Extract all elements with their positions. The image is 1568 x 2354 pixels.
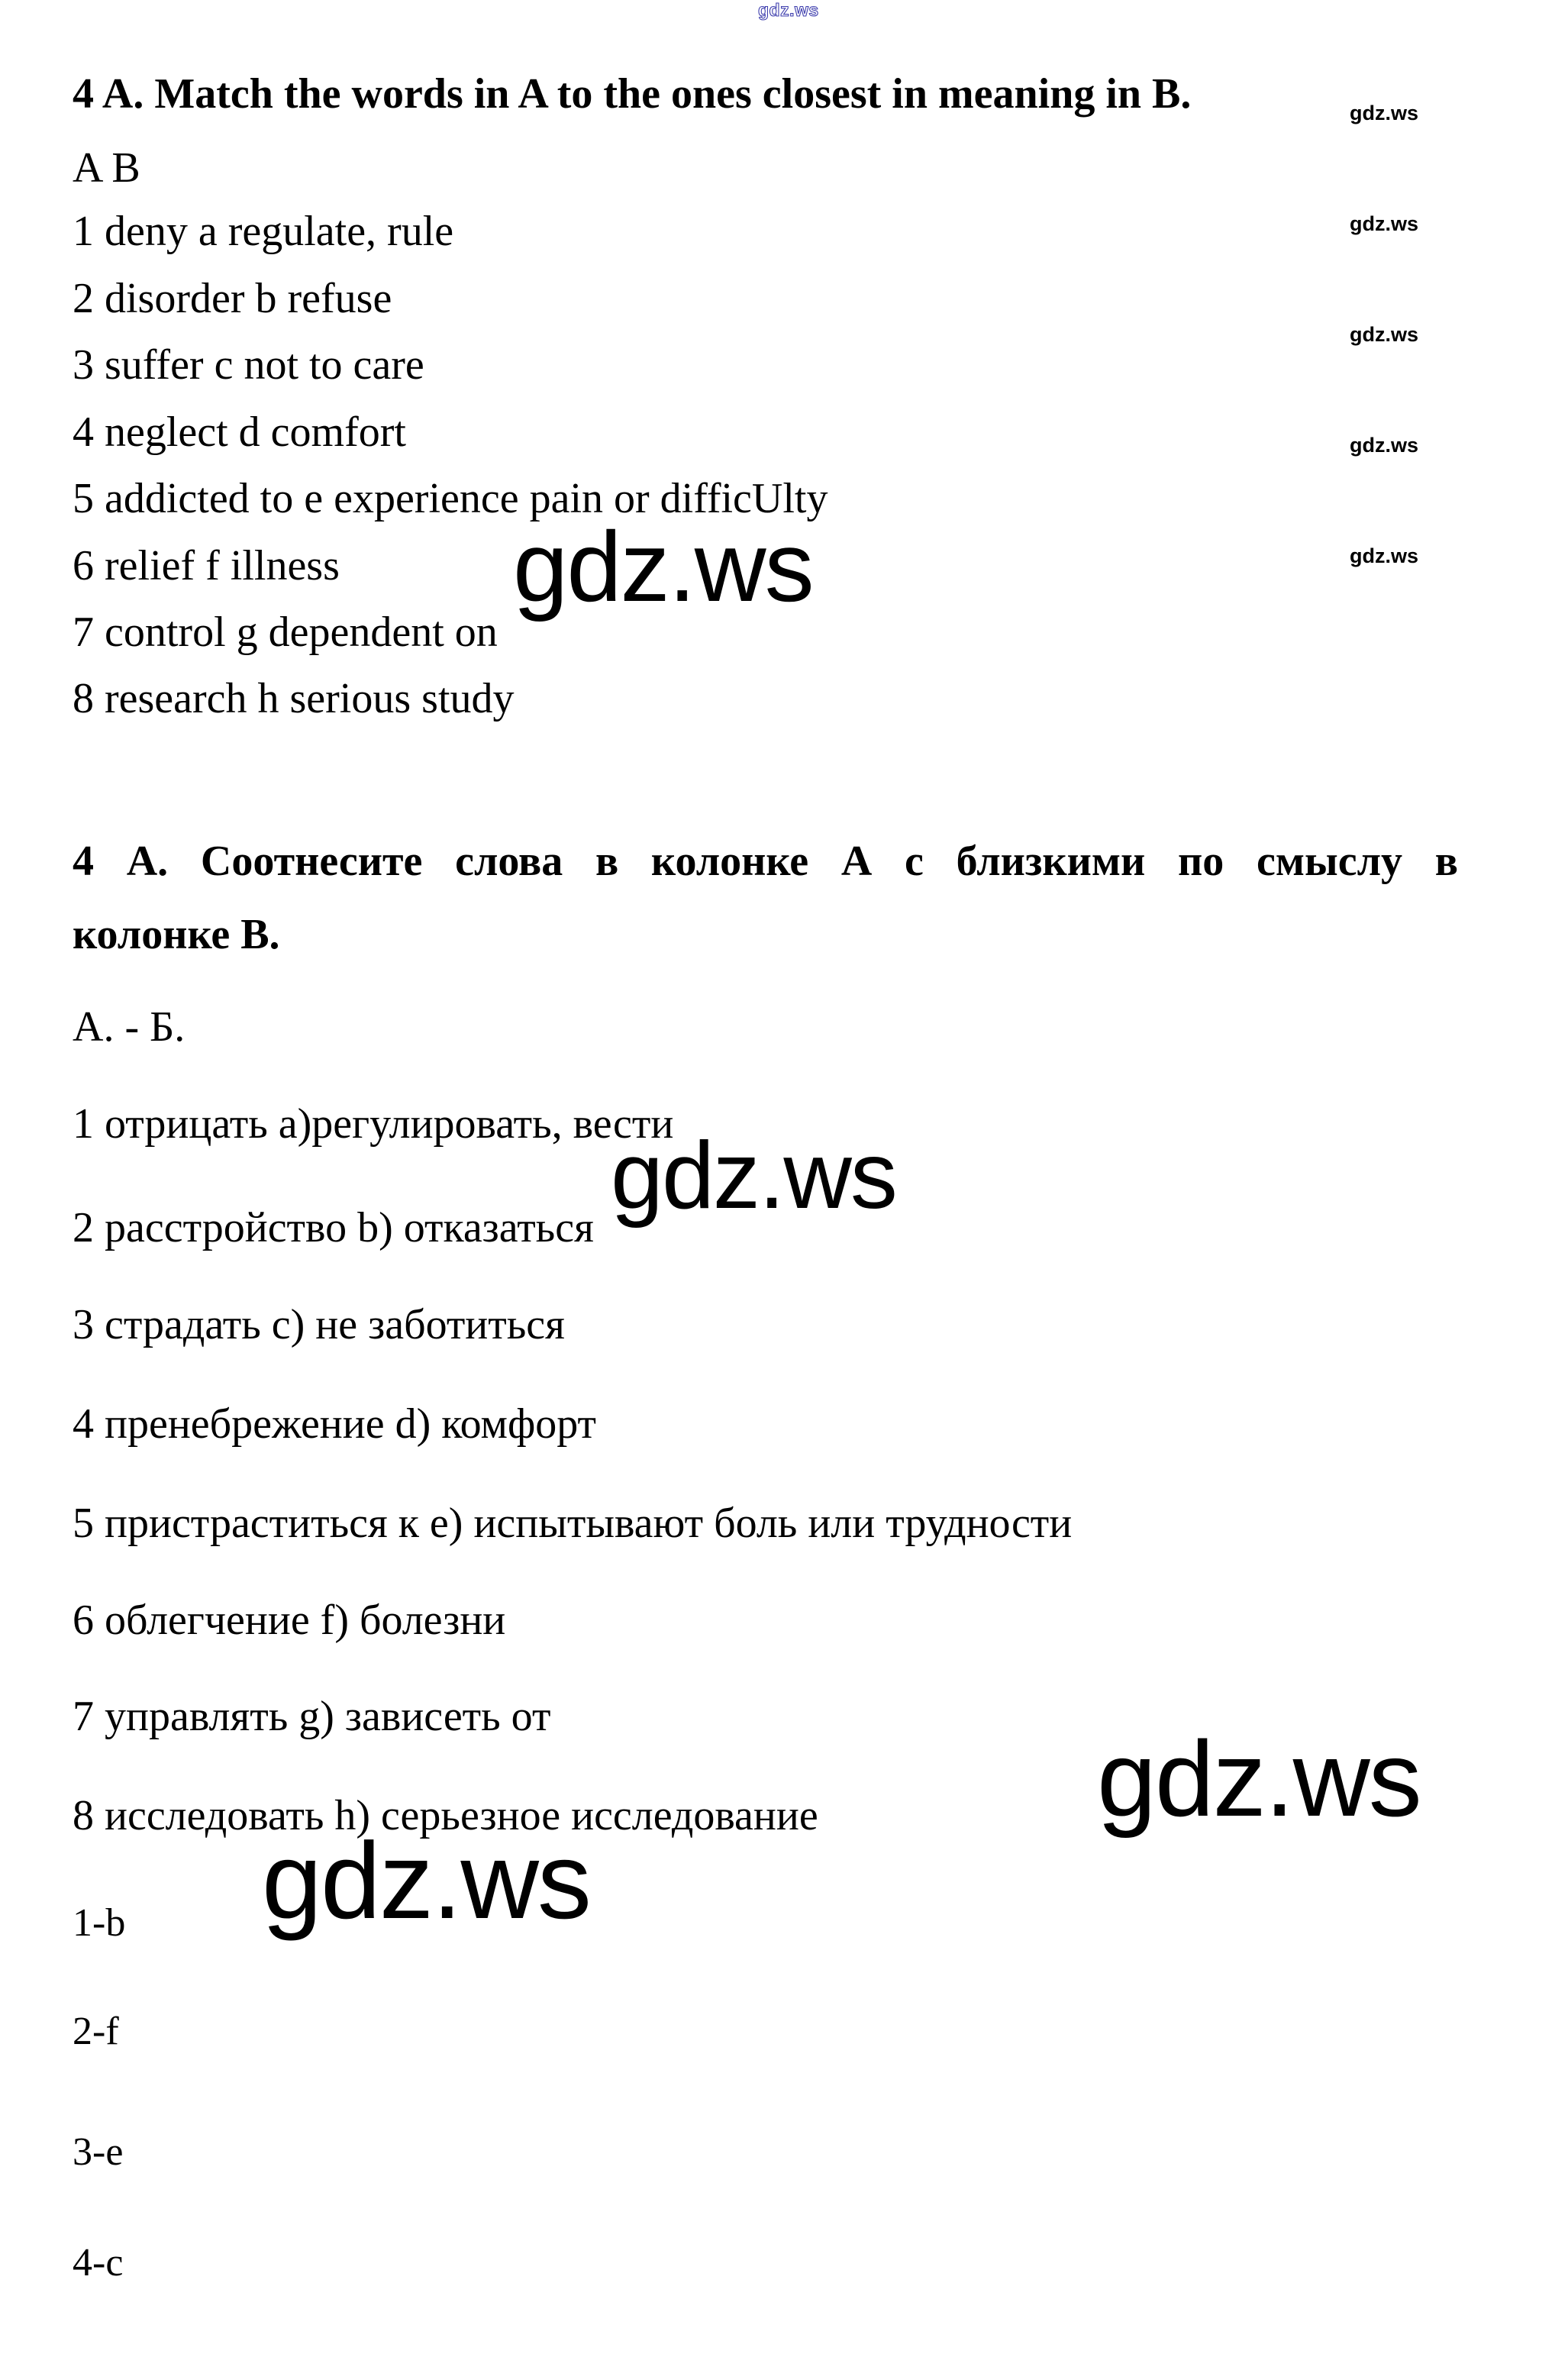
russian-columns-label: А. - Б.	[73, 1003, 186, 1051]
russian-exercise-heading-line2: колонке В.	[73, 911, 280, 958]
russian-item-7: 7 управлять g) зависеть от	[73, 1693, 551, 1740]
answer-item-3: 3-e	[73, 2130, 124, 2174]
watermark-large-2: gdz.ws	[611, 1123, 896, 1229]
english-item-1: 1 deny a regulate, rule	[73, 208, 454, 255]
watermark-large-3: gdz.ws	[1097, 1719, 1421, 1839]
watermark-side-4: gdz.ws	[1350, 434, 1419, 457]
russian-exercise-heading-line1: 4 А. Соотнесите слова в колонке А с близкими по смыслу в	[73, 838, 1458, 885]
russian-item-5: 5 пристраститься к e) испытывают боль или трудности	[73, 1500, 1073, 1547]
russian-item-3: 3 страдать c) не заботиться	[73, 1301, 565, 1348]
russian-item-1: 1 отрицать а)регулировать, вести	[73, 1100, 674, 1148]
watermark-side-2: gdz.ws	[1350, 212, 1419, 235]
watermark-side-5: gdz.ws	[1350, 544, 1419, 567]
watermark-top-blue: gdz.ws	[758, 0, 819, 20]
english-item-4: 4 neglect d comfort	[73, 408, 406, 456]
answer-item-4: 4-c	[73, 2241, 124, 2285]
english-item-2: 2 disorder b refuse	[73, 275, 392, 322]
russian-item-4: 4 пренебрежение d) комфорт	[73, 1400, 596, 1448]
watermark-side-1: gdz.ws	[1350, 102, 1419, 124]
answer-item-2: 2-f	[73, 2010, 119, 2053]
watermark-side-3: gdz.ws	[1350, 323, 1419, 346]
english-item-3: 3 suffer c not to care	[73, 341, 424, 389]
english-item-5: 5 addicted to e experience pain or difficUlty	[73, 475, 828, 522]
english-item-6: 6 relief f illness	[73, 542, 340, 589]
russian-item-2: 2 расстройство b) отказаться	[73, 1204, 594, 1251]
answer-item-1: 1-b	[73, 1901, 126, 1945]
english-columns-label: A B	[73, 144, 140, 192]
watermark-large-4: gdz.ws	[262, 1820, 590, 1942]
english-item-8: 8 research h serious study	[73, 675, 515, 722]
russian-item-8: 8 исследовать h) серьезное исследование	[73, 1792, 818, 1839]
watermark-large-1: gdz.ws	[513, 511, 813, 622]
english-item-7: 7 control g dependent on	[73, 609, 498, 656]
english-exercise-heading: 4 A. Match the words in A to the ones closest in meaning in B.	[73, 70, 1192, 118]
russian-item-6: 6 облегчение f) болезни	[73, 1597, 506, 1644]
